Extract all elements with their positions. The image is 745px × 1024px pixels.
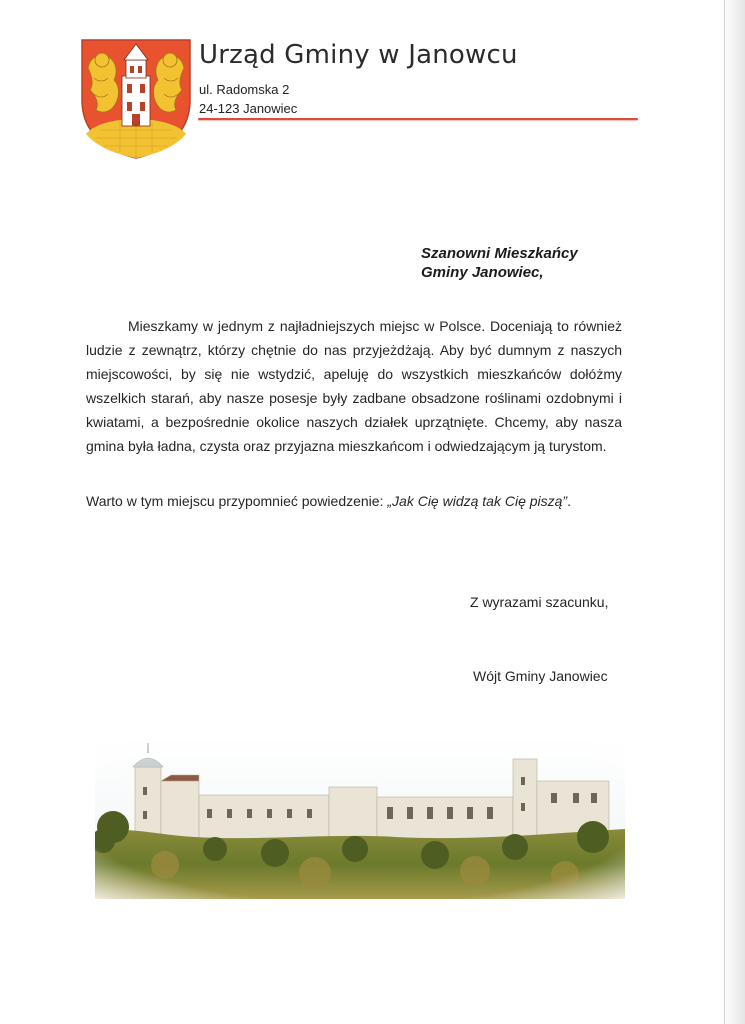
scan-edge-line: [724, 0, 725, 1024]
paragraph-2-end: .: [567, 493, 571, 509]
salutation-line-2: Gminy Janowiec,: [421, 264, 544, 281]
coat-of-arms-icon: [80, 38, 192, 160]
address-street: ul. Radomska 2: [199, 82, 290, 97]
castle-photo-icon: [95, 737, 625, 899]
signer-title: Wójt Gminy Janowiec: [473, 668, 608, 684]
salutation: [421, 244, 578, 282]
letter-paragraph-2: [86, 489, 622, 513]
paragraph-2-intro: Warto w tym miejscu przypomnieć powiedzenie:: [86, 493, 388, 509]
office-name: Urząd Gminy w Janowcu: [199, 40, 518, 70]
salutation-line-1: Szanowni Mieszkańcy: [421, 245, 578, 262]
address-postal: 24-123 Janowiec: [199, 101, 298, 116]
saying-quote: „Jak Cię widzą tak Cię piszą”: [387, 493, 568, 509]
header-rule: [198, 118, 638, 120]
closing-phrase: Z wyrazami szacunku,: [470, 594, 609, 610]
letter-paragraph-1: Mieszkamy w jednym z najładniejszych miejsc w Polsce. Doceniają to również ludzie z zewnątrz, którzy chętnie do nas przyjeżdżają. Aby być dumnym z naszych miejscowości, by się nie wstydzić, apeluję do wszystkich mieszkańców dołóżmy wszelkich starań, aby nasze posesje były zadbane obsadzone roślinami ozdobnymi i kwiatami, a bezpośrednie okolice naszych działek uprzątnięte. Chcemy, aby nasza gmina była ładna, czysta oraz przyjazna mieszkańcom i odwiedzającym ją turystom.: [86, 318, 622, 454]
